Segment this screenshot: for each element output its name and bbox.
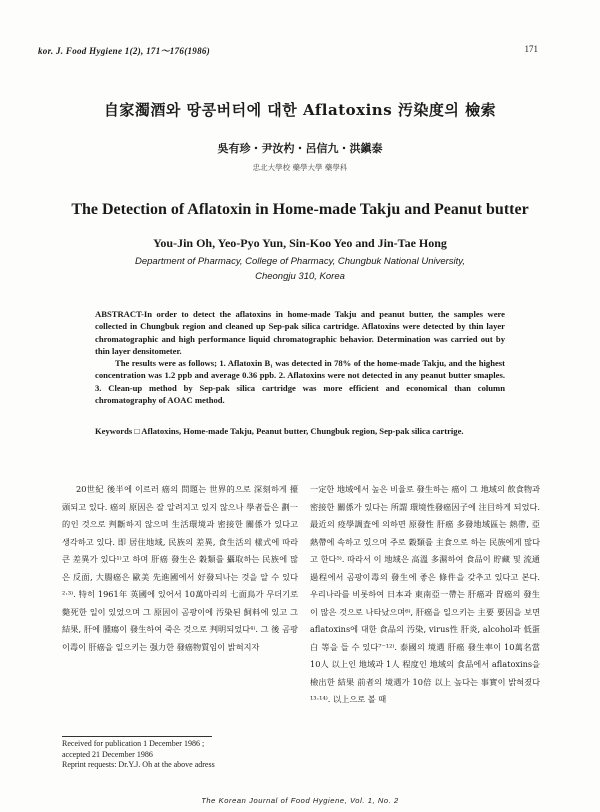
- body-column-right: [310, 481, 540, 786]
- received-line-1: Received for publication 1 December 1986 ;: [62, 739, 205, 748]
- received-line-2: accepted 21 December 1986: [62, 749, 153, 759]
- footnote-rule: [62, 736, 212, 737]
- received-line-3: Reprint requests: Dr.Y.J. Oh at the above adress: [62, 760, 215, 769]
- english-authors: You-Jin Oh, Yeo-Pyo Yun, Sin-Koo Yeo and Jin-Tae Hong: [153, 236, 447, 250]
- keywords: Keywords □ Aflatoxins, Home-made Takju, Peanut butter, Chungbuk region, Sep-pak silica cartrige.: [95, 426, 464, 436]
- received-note: [62, 739, 302, 771]
- body-column-left: [62, 481, 298, 735]
- korean-title: 自家濁酒와 땅콩버터에 대한 Aflatoxins 汚染度의 檢索: [103, 101, 497, 119]
- abstract: [95, 308, 505, 406]
- body-right-text: 一定한 地域에서 높은 비율로 發生하는 癌이 그 地域의 飲食物과 密接한 關係가 있다는 所謂 環境性發癌因子에 注目하게 되었다. 最近의 疫學調査에 의하면 原發性 肝癌 多發地域區는 熱帶, 亞熱帶에 속하고 있으며 주로 穀類를 主食으로 하는 民族에게 많다고 한다⁵⁾. 따라서 이 地域은 高溫 多濕하여 食品이 貯藏 및 流通過程에서 곰팡이毒의 發生에 좋은 條件을 갖추고 있다고 본다. 우리나라를 비롯하여 日本과 東南亞一帶는 肝癌과 胃癌의 發生이 많은 것으로 나타났으며⁶⁾, 肝癌을 일으키는 主要 要因을 보면 aflatoxins에 대한 食品의 汚染, virus性 肝炎, alcohol과 低蛋白 等을 들 수 있다⁷⁻¹²⁾. 泰國의 境遇 肝癌 發生率이 10萬名當 10人 以上인 地域과 1人 程度인 地域의 食品에서 aflatoxins을 檢出한 結果 前者의 境遇가 10倍 以上 높다는 事實이 밝혀졌다¹³·¹⁴⁾. 以上으로 볼 때: [310, 484, 540, 704]
- journal-header: kor. J. Food Hygiene 1(2), 171～176(1986): [38, 46, 210, 56]
- abstract-intro: ABSTRACT-In order to detect the aflatoxins in home-made Takju and peanut butter, the samples were collected in Chungbuk region and cleaned up Sep-pak silica cartridge. Aflatoxins were detected by thin layer chromatographic and high performance liquid chromatographic behavior. Determination was carried out by thin layer densitometer.: [95, 309, 505, 356]
- english-affiliation: [0, 254, 600, 284]
- body-left-text: 20世紀 後半에 이르러 癌의 問題는 世界的으로 深刻하게 擡頭되고 있다. 癌의 原因은 잘 알려지고 있지 않으나 學者들은 劃一的인 것으로 判斷하지 않으며 生活環境과 密接한 關係가 있다고 생각하고 있다. 即 居住地域, 民族의 差異, 食生活의 樣式에 따라 큰 差異가 있다¹⁾고 하며 肝癌 發生은 穀類를 攝取하는 民族에 많은 反面, 大腸癌은 歐美 先進國에서 好發되나는 것을 알 수 있다²·³⁾. 特히 1961年 英國에 있어서 10萬마리의 七面鳥가 무더기로 斃死한 일이 있었으며 그 原因이 곰팡이에 汚染된 飼料에 있고 그 結果, 肝에 腫瘍이 發生하여 죽은 것으로 判明되었다⁴⁾. 그 後 곰팡이毒이 肝癌을 일으키는 强力한 發癌物質임이 밝혀지자: [62, 484, 298, 652]
- affiliation-line-2: Cheongju 310, Korea: [255, 271, 345, 282]
- abstract-results: The results were as follows; 1. Aflatoxin B₁ was detected in 78% of the home-made Takju, and the highest concentration was 1.2 ppb and average 0.36 ppb. 2. Aflatoxins were not detected in any peanut butter smaples. 3. Clean-up method by Sep-pak silica cartridge was more efficient and economical than column chromatography of AOAC method.: [95, 358, 505, 406]
- korean-affiliation: 忠北大學校 藥學大學 藥學科: [252, 163, 348, 172]
- journal-footer: The Korean Journal of Food Hygiene, Vol. 1, No. 2: [201, 796, 399, 805]
- korean-authors: 吳有珍・尹汝杓・呂信九・洪鎭泰: [217, 142, 383, 155]
- english-title: The Detection of Aflatoxin in Home-made Takju and Peanut butter: [71, 201, 529, 218]
- page-number: 171: [524, 44, 538, 54]
- affiliation-line-1: Department of Pharmacy, College of Pharmacy, Chungbuk National University,: [134, 256, 465, 267]
